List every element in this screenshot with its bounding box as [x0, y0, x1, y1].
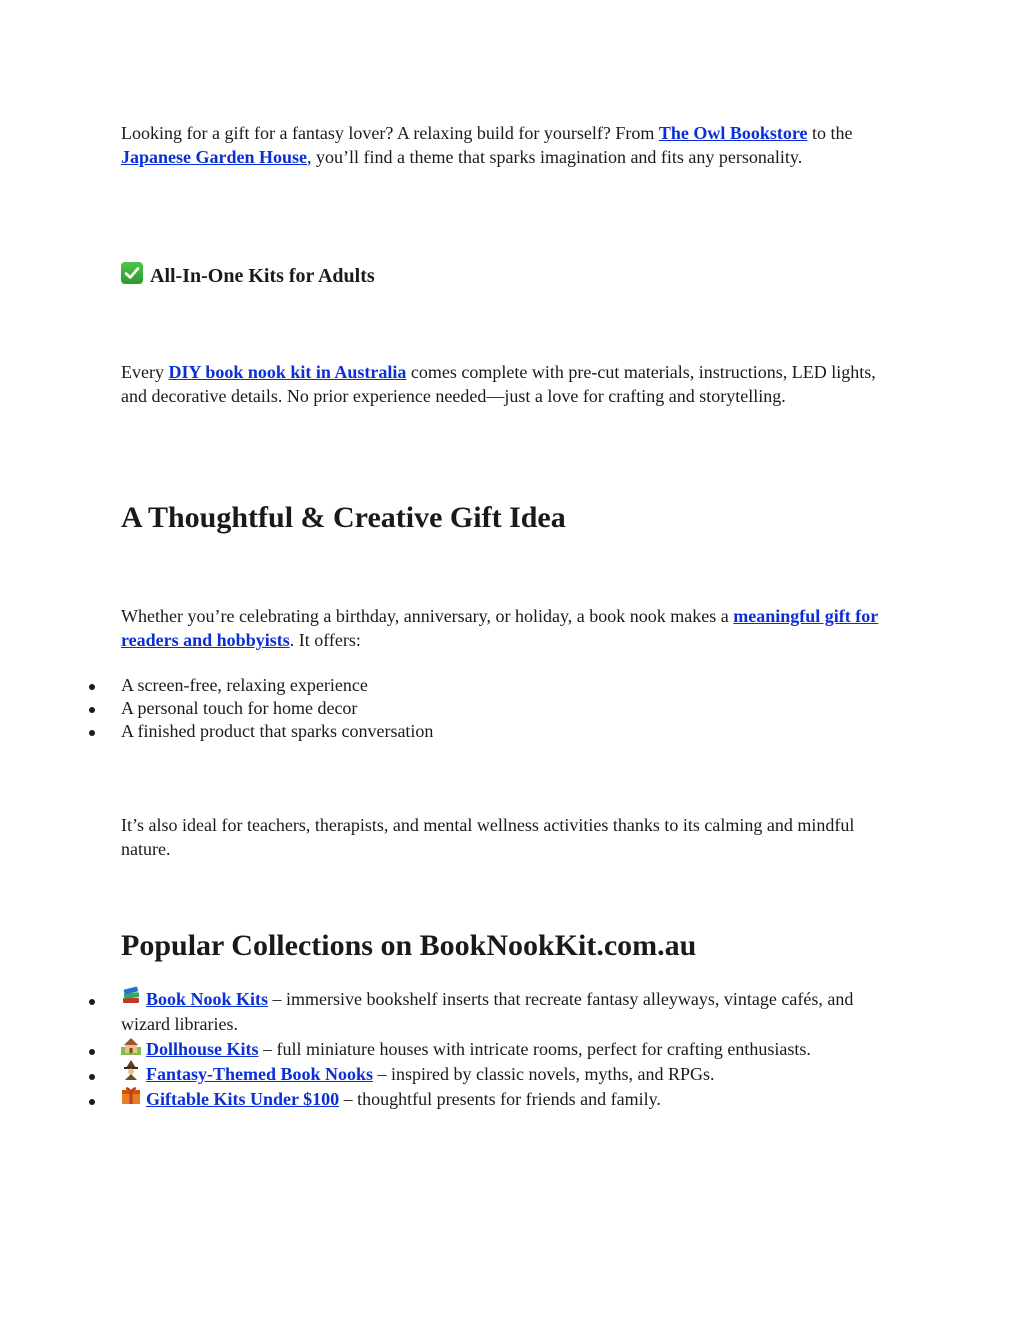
- kits-heading-text: All-In-One Kits for Adults: [150, 265, 375, 287]
- collection-item-book-nook-kits: [61, 987, 861, 1037]
- kits-paragraph: [121, 360, 891, 408]
- dollhouse-kits-link[interactable]: Dollhouse Kits: [146, 1039, 259, 1059]
- book-nook-kits-link[interactable]: Book Nook Kits: [146, 989, 269, 1009]
- collections-heading: Popular Collections on BookNookKit.com.au: [121, 929, 697, 962]
- meaningful-gift-link[interactable]: meaningful gift for readers and hobbyists: [121, 606, 879, 650]
- intro-text-3: , you’ll find a theme that sparks imagination and fits any personality.: [307, 147, 803, 167]
- list-item: A screen-free, relaxing experience: [61, 674, 831, 697]
- gift-paragraph: [121, 604, 891, 652]
- list-item: A personal touch for home decor: [61, 697, 831, 720]
- kits-heading: [121, 262, 891, 290]
- intro-text-1: Looking for a gift for a fantasy lover? A relaxing build for yourself? From: [121, 123, 659, 143]
- books-icon: [121, 985, 141, 1005]
- diy-book-nook-kit-link[interactable]: DIY book nook kit in Australia: [168, 362, 407, 382]
- gift-bullet-list: [61, 674, 831, 743]
- collection-item-fantasy-themed: [61, 1062, 861, 1087]
- gift-icon: [121, 1085, 141, 1105]
- fantasy-themed-link[interactable]: Fantasy-Themed Book Nooks: [146, 1064, 374, 1084]
- collection-item-dollhouse-kits: [61, 1037, 861, 1062]
- gift-text-2: . It offers:: [289, 630, 361, 650]
- giftable-kits-link[interactable]: Giftable Kits Under $100: [146, 1089, 340, 1109]
- gift-heading: A Thoughtful & Creative Gift Idea: [121, 501, 566, 534]
- collection-desc: – immersive bookshelf inserts that recreate fantasy alleyways, vintage cafés, and wizard libraries.: [121, 989, 854, 1034]
- collection-desc: – full miniature houses with intricate rooms, perfect for crafting enthusiasts.: [258, 1039, 811, 1059]
- collection-desc: – thoughtful presents for friends and family.: [339, 1089, 661, 1109]
- kits-text-1: Every: [121, 362, 169, 382]
- intro-paragraph: [121, 121, 891, 169]
- house-icon: [121, 1035, 141, 1055]
- collection-desc: – inspired by classic novels, myths, and RPGs.: [373, 1064, 715, 1084]
- kits-text-2: comes complete with pre-cut materials, instructions, LED lights, and decorative details. No prior experience needed—just a love for crafting and storytelling.: [121, 362, 876, 406]
- collection-item-giftable-kits: [61, 1087, 861, 1112]
- intro-text-2: to the: [807, 123, 853, 143]
- list-item: A finished product that sparks conversation: [61, 720, 831, 743]
- owl-bookstore-link[interactable]: The Owl Bookstore: [658, 123, 808, 143]
- gift-text-1: Whether you’re celebrating a birthday, anniversary, or holiday, a book nook makes a: [121, 606, 734, 626]
- gift-closing-paragraph: It’s also ideal for teachers, therapists, and mental wellness activities thanks to its calming and mindful nature.: [121, 815, 855, 859]
- japanese-garden-house-link[interactable]: Japanese Garden House: [121, 147, 308, 167]
- check-mark-icon: [121, 262, 143, 284]
- collections-list: [61, 987, 861, 1112]
- wizard-icon: [121, 1060, 141, 1080]
